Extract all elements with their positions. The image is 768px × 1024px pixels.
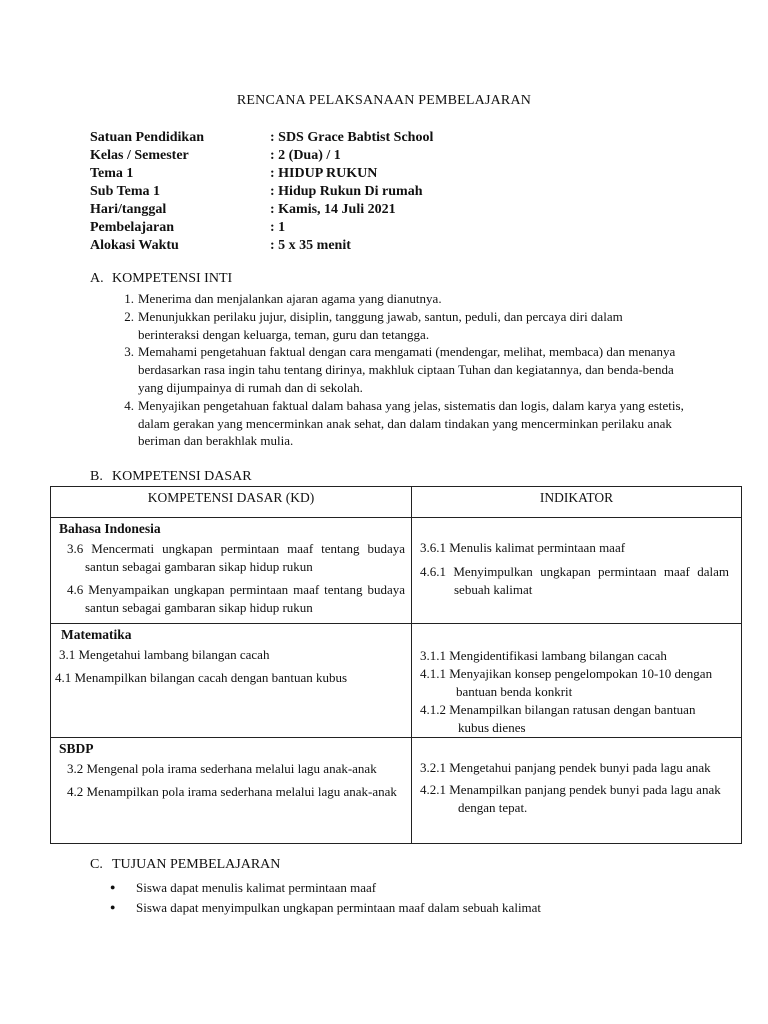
kd-cell <box>51 518 412 624</box>
list-text: Menunjukkan perilaku jujur, disiplin, tanggung jawab, santun, peduli, dan percaya diri dalam berinteraksi dengan keluarga, teman, guru dan tetangga. <box>138 308 623 342</box>
list-item <box>110 878 541 897</box>
list-number: 1 . <box>90 290 138 308</box>
list-item <box>90 343 690 396</box>
indicator-item <box>420 701 729 737</box>
info-value: : SDS Grace Babtist School <box>270 130 434 145</box>
subject-name: Matematika <box>61 627 132 642</box>
indicator-code: 3.1.1 <box>420 648 446 663</box>
kd-text: Menampilkan bilangan cacah dengan bantuan kubus <box>74 670 348 685</box>
kd-code: 4.1 <box>55 670 72 685</box>
indicator-text: Menyajikan konsep pengelompokan 10-10 dengan bantuan benda konkrit <box>449 666 713 699</box>
bullet-icon: ● <box>110 882 116 892</box>
section-heading-text: KOMPETENSI INTI <box>112 271 233 286</box>
table-row <box>51 518 742 624</box>
indicator-code: 4.1.2 <box>420 702 446 717</box>
info-label: Alokasi Waktu <box>90 238 179 253</box>
indicator-text: Menampilkan bilangan ratusan dengan bantuan kubus dienes <box>449 702 696 735</box>
info-row-lesson <box>90 219 433 237</box>
section-letter: C. <box>90 857 103 872</box>
subject-name: Bahasa Indonesia <box>59 521 161 536</box>
kd-item <box>67 760 405 778</box>
kd-item <box>67 540 406 576</box>
list-item <box>90 308 690 344</box>
kd-code: 4.6 <box>67 582 84 597</box>
list-number: 2 . <box>90 308 138 344</box>
list-number: 4 . <box>90 397 138 450</box>
info-row-class <box>90 147 433 165</box>
kd-cell <box>51 738 412 844</box>
list-text: Menerima dan menjalankan ajaran agama yang dianutnya. <box>138 291 442 306</box>
kd-item <box>59 646 405 664</box>
indicator-text: Menulis kalimat permintaan maaf <box>449 540 626 555</box>
info-value: : 1 <box>270 220 286 235</box>
info-row-date <box>90 201 433 219</box>
indicator-cell <box>412 624 742 738</box>
info-label: Hari/tanggal <box>90 202 167 217</box>
indicator-item <box>420 563 729 599</box>
competence-table <box>50 486 742 844</box>
info-value: : Kamis, 14 Juli 2021 <box>270 202 396 217</box>
indicator-code: 4.1.1 <box>420 666 446 681</box>
info-value: : HIDUP RUKUN <box>270 166 378 181</box>
indicator-item <box>420 539 729 557</box>
list-item <box>90 290 690 308</box>
kd-item <box>55 669 405 687</box>
indicator-cell <box>412 738 742 844</box>
list-text: Memahami pengetahuan faktual dengan cara mengamati (mendengar, melihat, membaca) dan menanya berdasarkan rasa ingin tahu tentang dirinya, makhluk ciptaan Tuhan dan kegiatannya, dan benda-benda yang dijumpainya di rumah dan di sekolah. <box>138 344 676 395</box>
section-b-heading <box>90 469 252 485</box>
kd-code: 3.6 <box>67 541 84 556</box>
info-row-school <box>90 129 433 147</box>
document-title: RENCANA PELAKSANAAN PEMBELAJARAN <box>236 93 532 108</box>
indicator-text: Mengetahui panjang pendek bunyi pada lagu anak <box>449 760 711 775</box>
list-number: 3 . <box>90 343 138 396</box>
indicator-text: Menyimpulkan ungkapan permintaan maaf dalam sebuah kalimat <box>453 564 729 597</box>
indicator-text: Mengidentifikasi lambang bilangan cacah <box>449 648 667 663</box>
kd-item <box>67 581 405 617</box>
indicator-code: 3.2.1 <box>420 760 446 775</box>
column-header-kd: KOMPETENSI DASAR (KD) <box>51 487 412 518</box>
list-item <box>110 898 541 917</box>
info-row-subtheme <box>90 183 433 201</box>
info-value: : 2 (Dua) / 1 <box>270 148 341 163</box>
indicator-code: 4.6.1 <box>420 564 446 579</box>
info-value: : 5 x 35 menit <box>270 238 351 253</box>
kd-cell <box>51 624 412 738</box>
kd-text: Menyampaikan ungkapan permintaan maaf tentang budaya santun sebagai gambaran sikap hidup rukun <box>85 582 405 615</box>
indicator-code: 3.6.1 <box>420 540 446 555</box>
info-label: Tema 1 <box>90 166 134 181</box>
table-row <box>51 624 742 738</box>
identity-block <box>90 129 433 255</box>
list-text: Siswa dapat menulis kalimat permintaan maaf <box>136 880 377 895</box>
list-item <box>90 397 690 450</box>
indicator-cell <box>412 518 742 624</box>
info-label: Kelas / Semester <box>90 148 189 163</box>
kd-text: Menampilkan pola irama sederhana melalui lagu anak-anak <box>86 784 397 799</box>
list-text: Menyajikan pengetahuan faktual dalam bahasa yang jelas, sistematis dan logis, dalam karya yang estetis, dalam gerakan yang mencerminkan anak sehat, dan dalam tindakan yang mencerminkan perilaku anak beriman dan berakhlak mulia. <box>138 397 684 449</box>
table-row <box>51 738 742 844</box>
section-a-heading <box>90 271 232 287</box>
kd-text: Mengenal pola irama sederhana melalui lagu anak-anak <box>86 761 377 776</box>
kd-code: 3.2 <box>67 761 84 776</box>
section-heading-text: KOMPETENSI DASAR <box>112 469 252 484</box>
list-text: Siswa dapat menyimpulkan ungkapan permintaan maaf dalam sebuah kalimat <box>136 900 542 915</box>
info-label: Satuan Pendidikan <box>90 130 204 145</box>
kd-text: Mencermati ungkapan permintaan maaf tentang budaya santun sebagai gambaran sikap hidup rukun <box>85 541 406 574</box>
kd-item <box>67 783 405 801</box>
info-value: : Hidup Rukun Di rumah <box>270 184 423 199</box>
section-letter: B. <box>90 469 103 484</box>
section-c-heading <box>90 857 280 873</box>
subject-name: SBDP <box>59 741 94 756</box>
kd-text: Mengetahui lambang bilangan cacah <box>78 647 270 662</box>
section-heading-text: TUJUAN PEMBELAJARAN <box>112 857 281 872</box>
indicator-text: Menampilkan panjang pendek bunyi pada lagu anak dengan tepat. <box>449 782 721 815</box>
bullet-icon: ● <box>110 902 116 912</box>
indicator-item <box>420 759 729 777</box>
info-label: Sub Tema 1 <box>90 184 161 199</box>
info-label: Pembelajaran <box>90 220 174 235</box>
column-header-indicator: INDIKATOR <box>412 487 742 518</box>
indicator-item <box>420 781 729 817</box>
kd-code: 4.2 <box>67 784 84 799</box>
learning-objectives-list <box>110 878 541 918</box>
info-row-theme <box>90 165 433 183</box>
section-letter: A. <box>90 271 104 286</box>
indicator-item <box>420 647 729 665</box>
core-competence-list <box>90 290 690 450</box>
indicator-item <box>420 665 729 701</box>
table-header-row <box>51 487 742 518</box>
info-row-time <box>90 237 433 255</box>
kd-code: 3.1 <box>59 647 76 662</box>
indicator-code: 4.2.1 <box>420 782 446 797</box>
